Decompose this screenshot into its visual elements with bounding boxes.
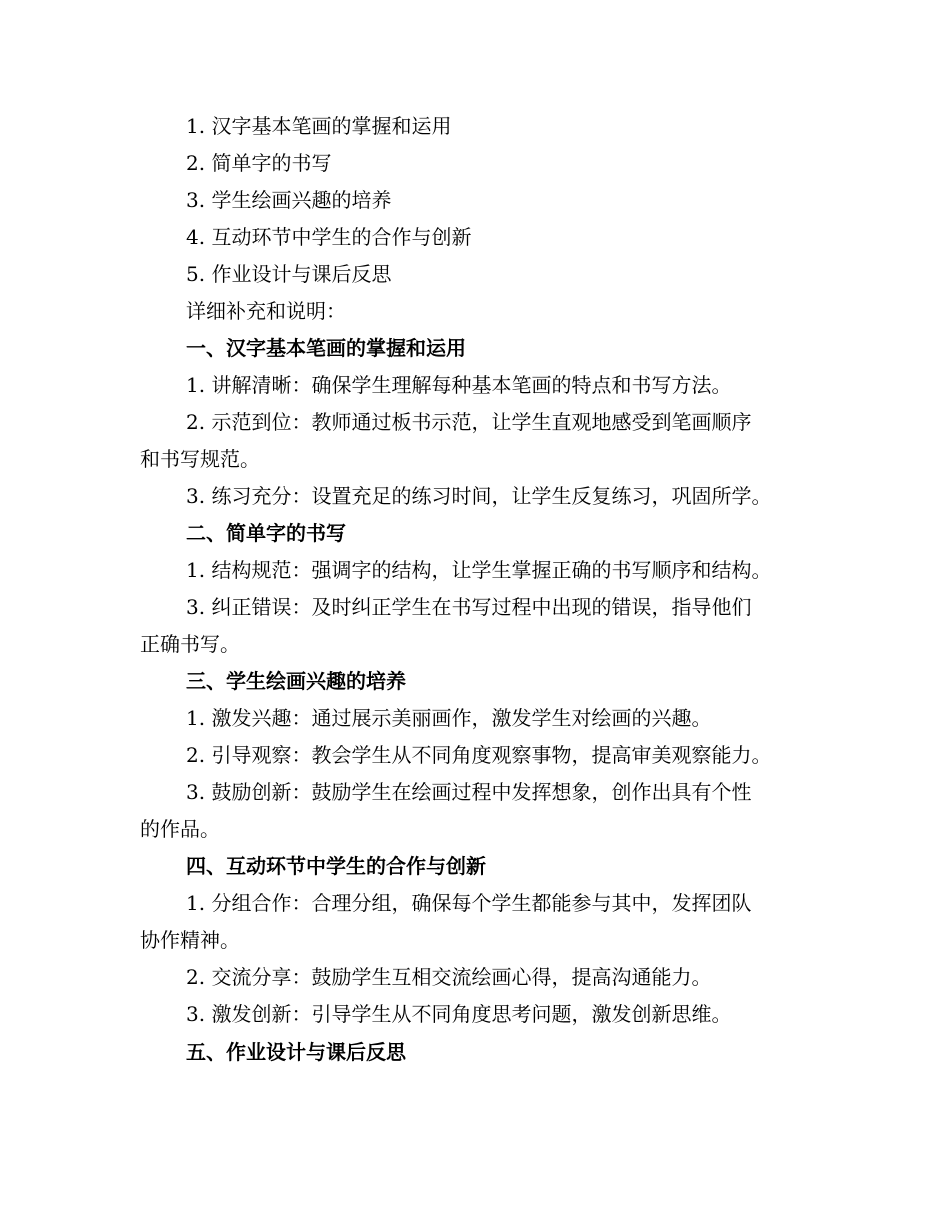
outline-item: 4. 互动环节中学生的合作与创新 [186,225,472,249]
paragraph-line: 1. 激发兴趣：通过展示美丽画作，激发学生对绘画的兴趣。 [186,706,712,730]
paragraph-line: 3. 鼓励创新：鼓励学生在绘画过程中发挥想象，创作出具有个性 [186,780,752,804]
intro-text: 详细补充和说明： [186,299,346,323]
paragraph-line: 1. 分组合作：合理分组，确保每个学生都能参与其中，发挥团队 [186,891,752,915]
paragraph-continuation: 正确书写。 [140,632,240,656]
paragraph-line: 2. 示范到位：教师通过板书示范，让学生直观地感受到笔画顺序 [186,410,752,434]
section-heading: 二、简单字的书写 [186,521,346,545]
section-heading: 四、互动环节中学生的合作与创新 [186,854,486,878]
paragraph-line: 2. 交流分享：鼓励学生互相交流绘画心得，提高沟通能力。 [186,965,712,989]
outline-item: 2. 简单字的书写 [186,151,332,175]
section-heading: 三、学生绘画兴趣的培养 [186,669,406,693]
paragraph-line: 1. 结构规范：强调字的结构，让学生掌握正确的书写顺序和结构。 [186,558,772,582]
paragraph-line: 1. 讲解清晰：确保学生理解每种基本笔画的特点和书写方法。 [186,373,732,397]
section-heading: 五、作业设计与课后反思 [186,1040,406,1064]
paragraph-continuation: 的作品。 [140,817,220,841]
paragraph-line: 3. 激发创新：引导学生从不同角度思考问题，激发创新思维。 [186,1002,732,1026]
paragraph-line: 3. 练习充分：设置充足的练习时间，让学生反复练习，巩固所学。 [186,484,772,508]
outline-item: 5. 作业设计与课后反思 [186,262,392,286]
paragraph-continuation: 协作精神。 [140,928,240,952]
paragraph-line: 3. 纠正错误：及时纠正学生在书写过程中出现的错误，指导他们 [186,595,752,619]
outline-item: 1. 汉字基本笔画的掌握和运用 [186,114,452,138]
section-heading: 一、汉字基本笔画的掌握和运用 [186,336,466,360]
paragraph-line: 2. 引导观察：教会学生从不同角度观察事物，提高审美观察能力。 [186,743,772,767]
outline-item: 3. 学生绘画兴趣的培养 [186,188,392,212]
paragraph-continuation: 和书写规范。 [140,447,260,471]
